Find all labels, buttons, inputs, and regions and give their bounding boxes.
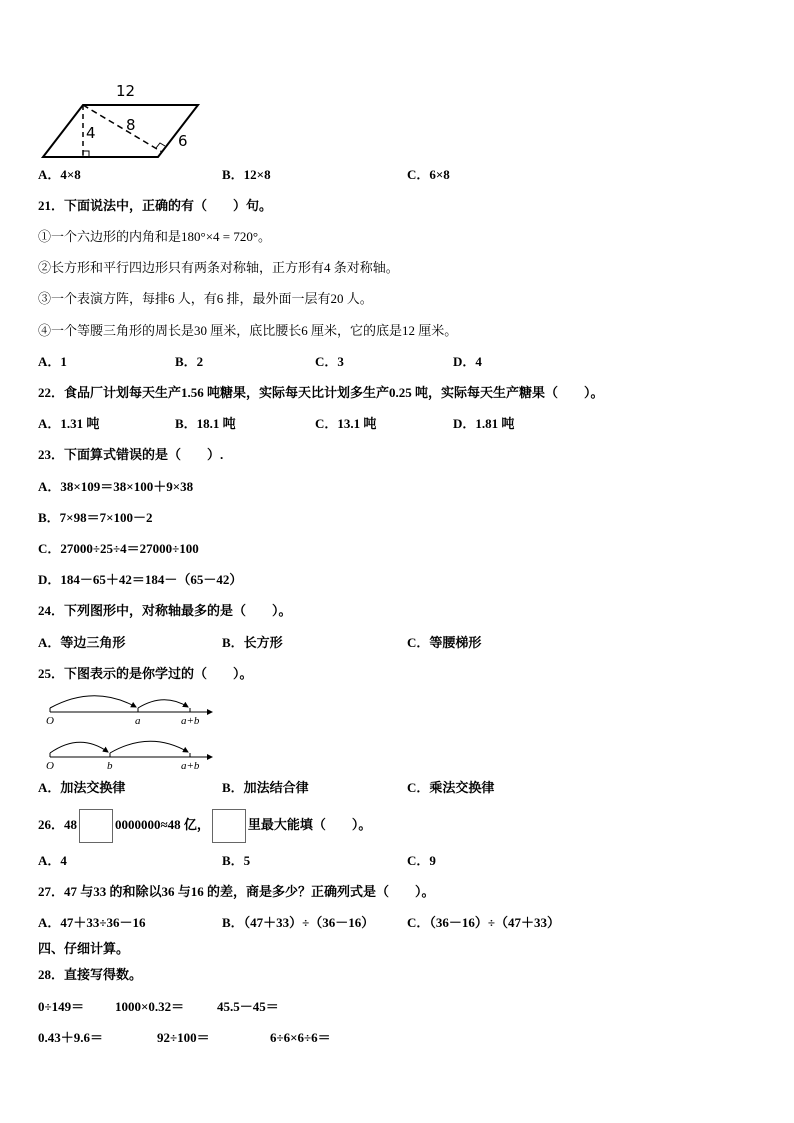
q25-option-c[interactable]: C．乘法交换律 [407, 780, 495, 795]
q26-option-b[interactable]: B．5 [222, 853, 251, 868]
label-12: 12 [116, 82, 136, 100]
q22-option-c[interactable]: C．13.1 吨 [315, 416, 377, 431]
q21-option-a[interactable]: A．1 [38, 354, 67, 369]
q26-option-a[interactable]: A．4 [38, 853, 67, 868]
line2-origin-label: O [46, 760, 54, 772]
q21-option-d[interactable]: D．4 [453, 354, 482, 369]
label-4: 4 [86, 124, 96, 142]
q26-option-c[interactable]: C．9 [407, 853, 436, 868]
q20-option-c[interactable]: C．6×8 [407, 167, 450, 182]
q23-option-a[interactable]: A．38×109＝38×100＋9×38 [38, 479, 194, 494]
q21-statement-1: ①一个六边形的内角和是180°×4 = 720°。 [38, 229, 272, 244]
q21-option-c[interactable]: C．3 [315, 354, 344, 369]
section-heading: 四、仔细计算。 [38, 941, 130, 956]
q21-statement-3: ③一个表演方阵，每排6 人，有6 排，最外面一层有20 人。 [38, 291, 373, 306]
q23-stem: 23．下面算式错误的是（ ）. [38, 447, 224, 462]
q27-option-a[interactable]: A．47＋33÷36－16 [38, 915, 146, 930]
q26-stem [38, 808, 371, 843]
q22-stem: 22．食品厂计划每天生产1.56 吨糖果，实际每天比计划多生产0.25 吨，实际每天生产糖果（ ）。 [38, 385, 604, 400]
q25-option-b[interactable]: B．加法结合律 [222, 780, 309, 795]
q20-option-a[interactable]: A．4×8 [38, 167, 81, 182]
blank-box-2[interactable] [212, 809, 246, 843]
number-line-diagram [40, 690, 225, 775]
q28-expr-1: 0÷149＝ [38, 999, 85, 1014]
line2-ab-label: a+b [181, 760, 200, 772]
q28-expr-4: 0.43＋9.6＝ [38, 1030, 104, 1045]
q28-expr-2: 1000×0.32＝ [115, 999, 185, 1014]
q25-option-a[interactable]: A．加法交换律 [38, 780, 126, 795]
q21-option-b[interactable]: B．2 [175, 354, 204, 369]
q24-option-b[interactable]: B．长方形 [222, 635, 283, 650]
q26-stem-part3: 里最大能填（ ）。 [247, 817, 372, 832]
q25-stem: 25．下图表示的是你学过的（ ）。 [38, 666, 253, 681]
q27-option-b[interactable]: B．（47＋33）÷（36－16） [222, 915, 375, 930]
q28-expr-5: 92÷100＝ [157, 1030, 210, 1045]
q21-stem: 21．下面说法中，正确的有（ ）句。 [38, 198, 273, 213]
q24-option-c[interactable]: C．等腰梯形 [407, 635, 482, 650]
q27-stem: 27．47 与33 的和除以36 与16 的差，商是多少？正确列式是（ ）。 [38, 884, 435, 899]
line1-a-label: a [135, 715, 141, 727]
q24-stem: 24．下列图形中，对称轴最多的是（ ）。 [38, 603, 292, 618]
q23-option-b[interactable]: B．7×98＝7×100－2 [38, 510, 153, 525]
q28-expr-6: 6÷6×6÷6＝ [270, 1030, 331, 1045]
parallelogram-figure [38, 78, 208, 162]
blank-box-1[interactable] [79, 809, 113, 843]
line1-ab-label: a+b [181, 715, 200, 727]
q27-option-c[interactable]: C．（36－16）÷（47＋33） [407, 915, 561, 930]
q22-option-b[interactable]: B．18.1 吨 [175, 416, 236, 431]
q23-option-d[interactable]: D．184－65＋42＝184－（65－42） [38, 572, 243, 587]
q21-statement-2: ②长方形和平行四边形只有两条对称轴，正方形有4 条对称轴。 [38, 260, 399, 275]
q28-expr-3: 45.5－45＝ [217, 999, 279, 1014]
q20-option-b[interactable]: B．12×8 [222, 167, 271, 182]
label-8: 8 [126, 116, 136, 134]
line1-origin-label: O [46, 715, 54, 727]
line2-b-label: b [107, 760, 113, 772]
q23-option-c[interactable]: C．27000÷25÷4＝27000÷100 [38, 541, 199, 556]
q26-stem-part2: 0000000≈48 亿， [115, 817, 210, 832]
q22-option-a[interactable]: A．1.31 吨 [38, 416, 100, 431]
q22-option-d[interactable]: D．1.81 吨 [453, 416, 515, 431]
q28-stem: 28．直接写得数。 [38, 967, 143, 982]
label-6: 6 [178, 132, 188, 150]
q21-statement-4: ④一个等腰三角形的周长是30 厘米，底比腰长6 厘米，它的底是12 厘米。 [38, 323, 458, 338]
q26-stem-part1: 26．48 [38, 817, 78, 832]
q24-option-a[interactable]: A．等边三角形 [38, 635, 126, 650]
